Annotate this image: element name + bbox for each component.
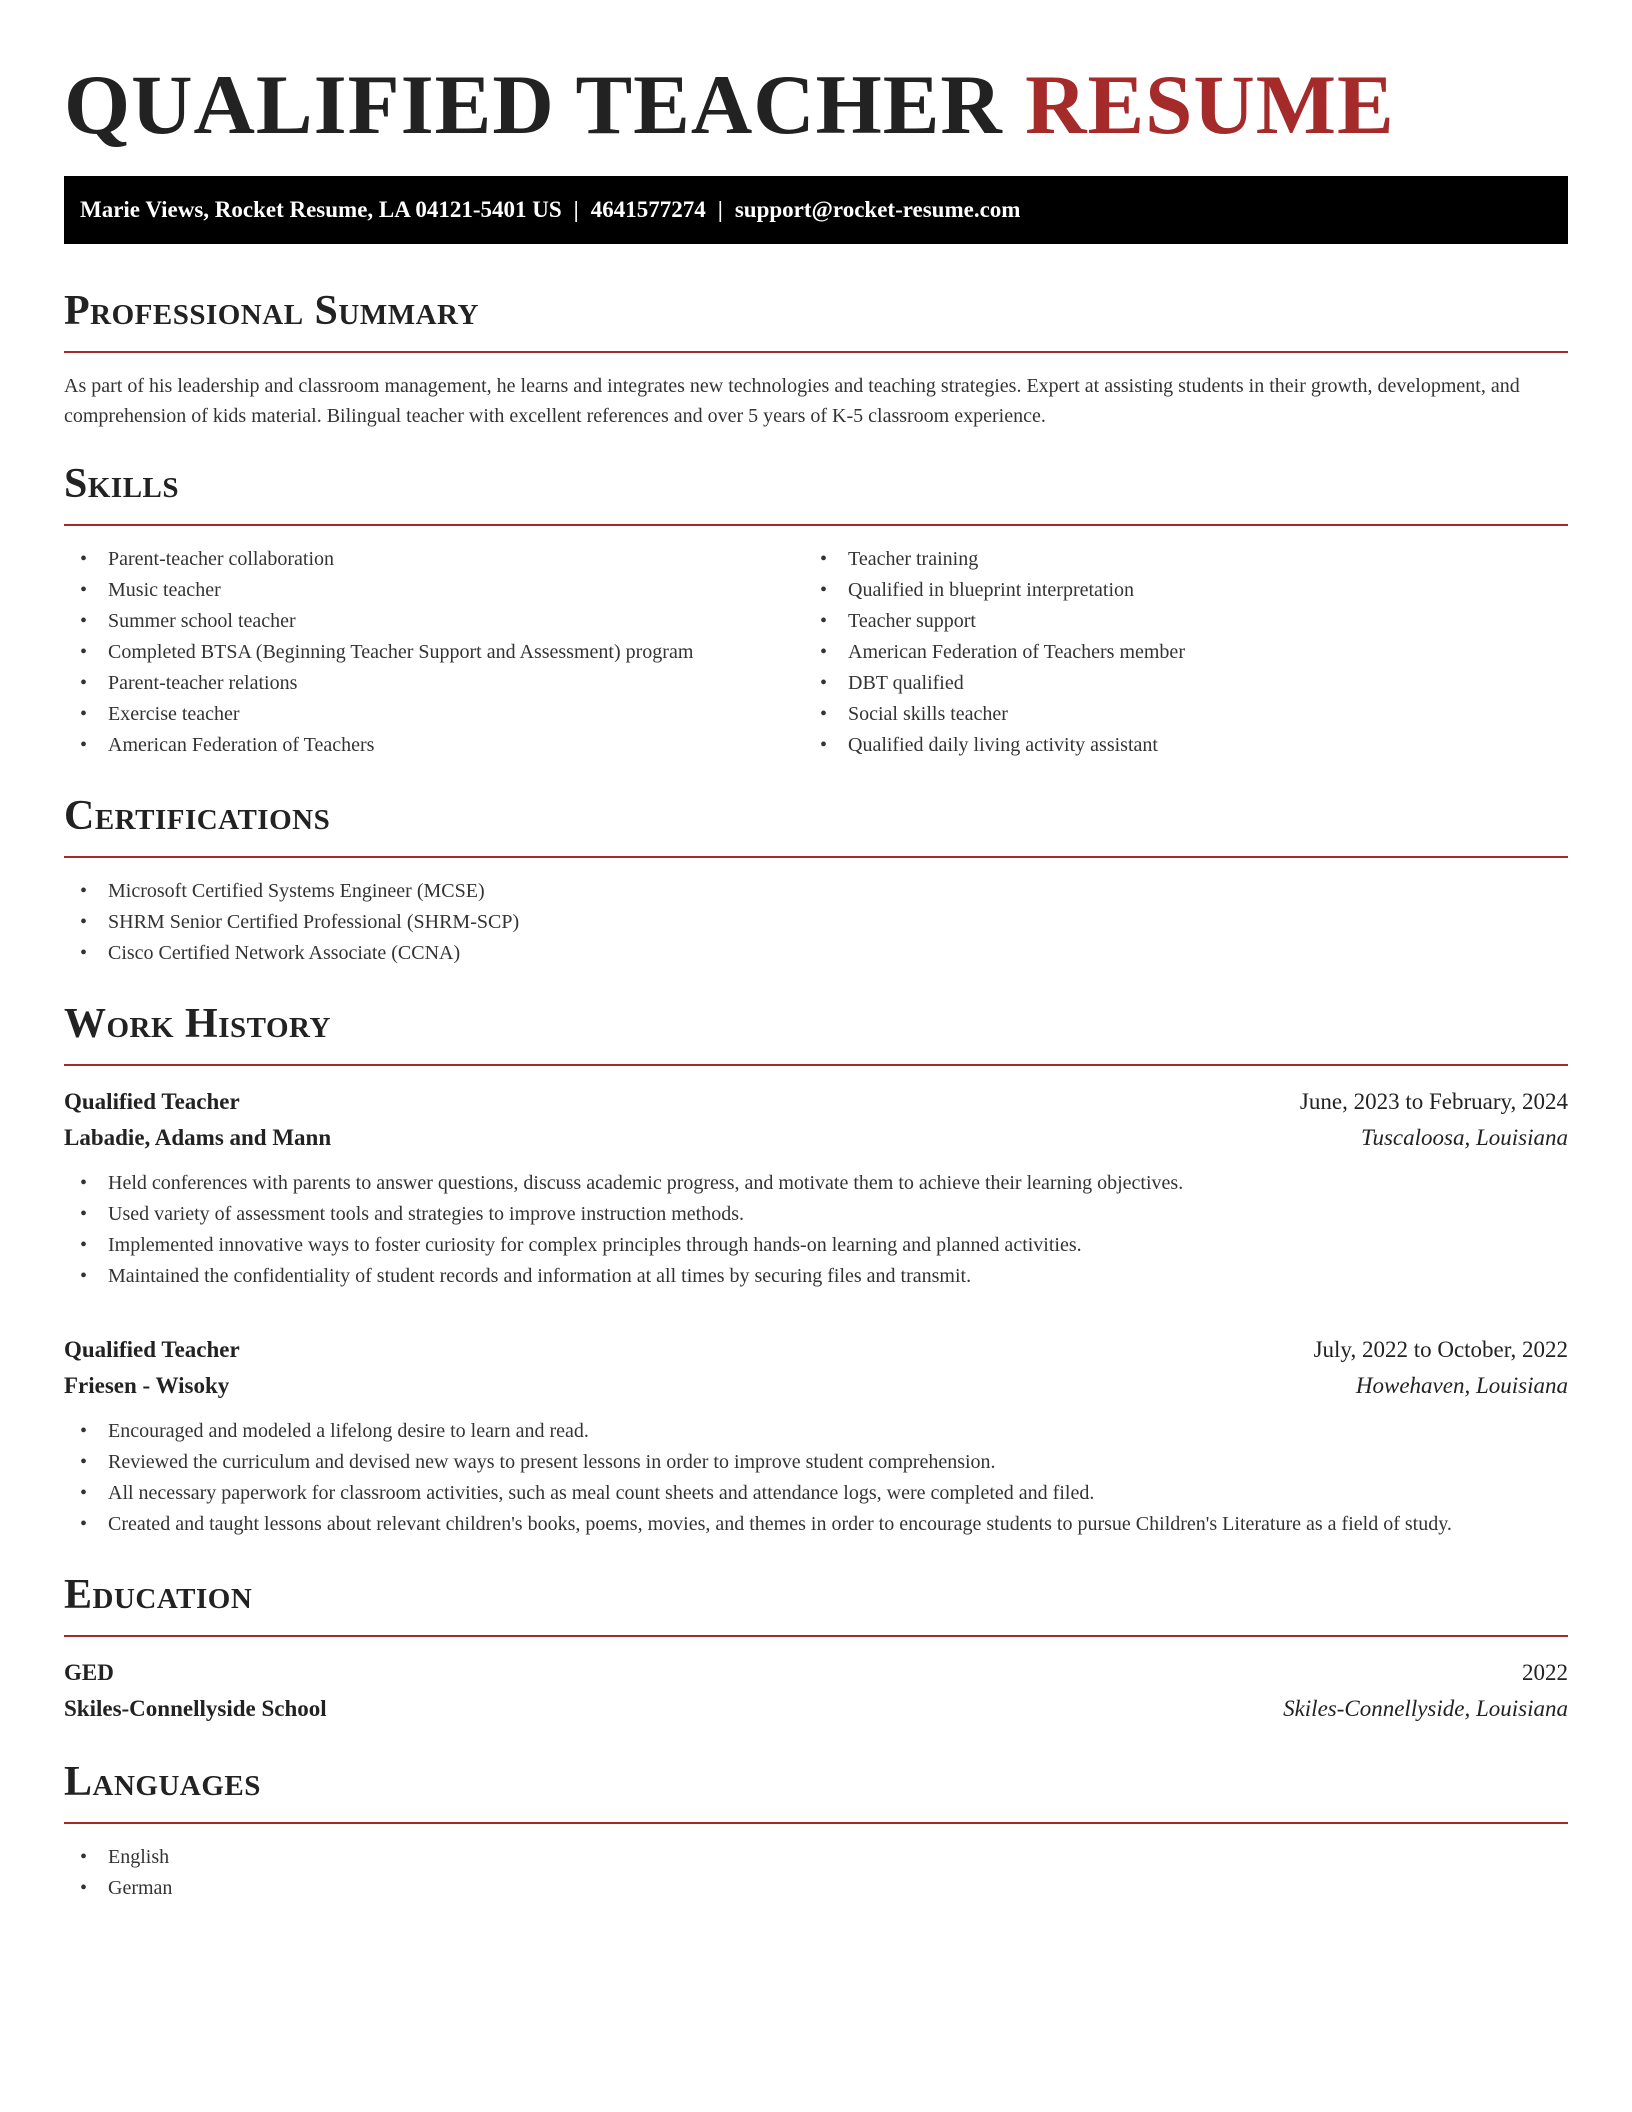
certification-item: • Cisco Certified Network Associate (CCNA) bbox=[64, 938, 1568, 969]
job-duties-list bbox=[64, 1416, 1568, 1540]
skill-item: • Parent-teacher collaboration bbox=[64, 544, 804, 575]
education-degree-row bbox=[64, 1655, 1568, 1691]
certification-item: • Microsoft Certified Systems Engineer (MCSE) bbox=[64, 876, 1568, 907]
job-location: Tuscaloosa, Louisiana bbox=[1360, 1125, 1568, 1150]
job-location: Howehaven, Louisiana bbox=[1355, 1373, 1568, 1398]
skill-item: • Qualified in blueprint interpretation bbox=[804, 575, 1544, 606]
job-company: Labadie, Adams and Mann bbox=[64, 1125, 332, 1150]
skill-item: • American Federation of Teachers bbox=[64, 730, 804, 761]
job-duty-item: • Held conferences with parents to answer questions, discuss academic progress, and motivate them to achieve their learning objectives. bbox=[64, 1168, 1568, 1199]
contact-address: Marie Views, Rocket Resume, LA 04121-5401 US bbox=[80, 197, 562, 222]
section-divider bbox=[64, 1635, 1568, 1637]
job-duty-item: • Created and taught lessons about relevant children's books, poems, movies, and themes in order to encourage students to pursue Children's Literature as a field of study. bbox=[64, 1509, 1568, 1540]
job-header-row bbox=[64, 1332, 1568, 1368]
education-heading: Education bbox=[64, 1572, 253, 1618]
contact-phone: 4641577274 bbox=[590, 197, 706, 222]
education-degree: GED bbox=[64, 1660, 114, 1685]
skills-list-right bbox=[804, 544, 1544, 761]
resume-title bbox=[64, 55, 1568, 155]
skill-item: • Completed BTSA (Beginning Teacher Support and Assessment) program bbox=[64, 637, 804, 668]
education-location: Skiles-Connellyside, Louisiana bbox=[1283, 1696, 1568, 1721]
certifications-heading: Certifications bbox=[64, 793, 331, 839]
skill-item: • Teacher support bbox=[804, 606, 1544, 637]
skill-item: • Parent-teacher relations bbox=[64, 668, 804, 699]
skills-heading: Skills bbox=[64, 461, 180, 507]
summary-section bbox=[64, 286, 1568, 431]
languages-list bbox=[64, 1842, 1568, 1904]
skill-item: • Qualified daily living activity assistant bbox=[804, 730, 1544, 761]
job-duties-list bbox=[64, 1168, 1568, 1292]
skill-item: • Music teacher bbox=[64, 575, 804, 606]
section-divider bbox=[64, 524, 1568, 526]
contact-separator: | bbox=[573, 197, 579, 222]
summary-text: As part of his leadership and classroom management, he learns and integrates new technologies and teaching strategies. Expert at assisting students in their growth, development, and comprehension of kids material. Bilingual teacher with excellent references and over 5 years of K-5 classroom experience. bbox=[64, 375, 1520, 427]
job-header-row bbox=[64, 1084, 1568, 1120]
section-divider bbox=[64, 1064, 1568, 1066]
job-company-row bbox=[64, 1368, 1568, 1404]
languages-heading: Languages bbox=[64, 1759, 261, 1805]
contact-bar bbox=[64, 176, 1568, 244]
title-main: QUALIFIED TEACHER bbox=[64, 58, 1003, 152]
education-school-row bbox=[64, 1691, 1568, 1727]
job-company: Friesen - Wisoky bbox=[64, 1373, 230, 1398]
skills-grid bbox=[64, 544, 1568, 761]
education-year: 2022 bbox=[1522, 1660, 1568, 1685]
job-duty-item: • Encouraged and modeled a lifelong desire to learn and read. bbox=[64, 1416, 1568, 1447]
contact-email: support@rocket-resume.com bbox=[734, 197, 1021, 222]
job-entry bbox=[64, 1084, 1568, 1292]
skill-item: • DBT qualified bbox=[804, 668, 1544, 699]
skills-list-left bbox=[64, 544, 804, 761]
certification-item: • SHRM Senior Certified Professional (SHRM-SCP) bbox=[64, 907, 1568, 938]
title-accent: RESUME bbox=[1025, 58, 1395, 152]
summary-heading: Professional Summary bbox=[64, 288, 479, 334]
language-item: • English bbox=[64, 1842, 1568, 1873]
work-section bbox=[64, 999, 1568, 1540]
job-duty-item: • Maintained the confidentiality of student records and information at all times by securing files and transmit. bbox=[64, 1261, 1568, 1292]
language-item: • German bbox=[64, 1873, 1568, 1904]
skill-item: • Teacher training bbox=[804, 544, 1544, 575]
skills-section bbox=[64, 459, 1568, 761]
section-divider bbox=[64, 1822, 1568, 1824]
education-section bbox=[64, 1570, 1568, 1727]
skill-item: • Social skills teacher bbox=[804, 699, 1544, 730]
education-school: Skiles-Connellyside School bbox=[64, 1696, 327, 1721]
job-entry bbox=[64, 1332, 1568, 1540]
job-dates: June, 2023 to February, 2024 bbox=[1299, 1089, 1568, 1114]
certifications-section bbox=[64, 791, 1568, 969]
languages-section bbox=[64, 1757, 1568, 1904]
job-dates: July, 2022 to October, 2022 bbox=[1313, 1337, 1568, 1362]
job-duty-item: • All necessary paperwork for classroom activities, such as meal count sheets and attendance logs, were completed and filed. bbox=[64, 1478, 1568, 1509]
section-divider bbox=[64, 856, 1568, 858]
job-duty-item: • Implemented innovative ways to foster curiosity for complex principles through hands-on learning and planned activities. bbox=[64, 1230, 1568, 1261]
job-title: Qualified Teacher bbox=[64, 1089, 240, 1114]
section-divider bbox=[64, 351, 1568, 353]
job-company-row bbox=[64, 1120, 1568, 1156]
skill-item: • American Federation of Teachers member bbox=[804, 637, 1544, 668]
job-title: Qualified Teacher bbox=[64, 1337, 240, 1362]
job-duty-item: • Reviewed the curriculum and devised new ways to present lessons in order to improve student comprehension. bbox=[64, 1447, 1568, 1478]
skill-item: • Summer school teacher bbox=[64, 606, 804, 637]
skill-item: • Exercise teacher bbox=[64, 699, 804, 730]
job-duty-item: • Used variety of assessment tools and strategies to improve instruction methods. bbox=[64, 1199, 1568, 1230]
work-heading: Work History bbox=[64, 1001, 331, 1047]
certifications-list bbox=[64, 876, 1568, 969]
contact-separator: | bbox=[717, 197, 723, 222]
